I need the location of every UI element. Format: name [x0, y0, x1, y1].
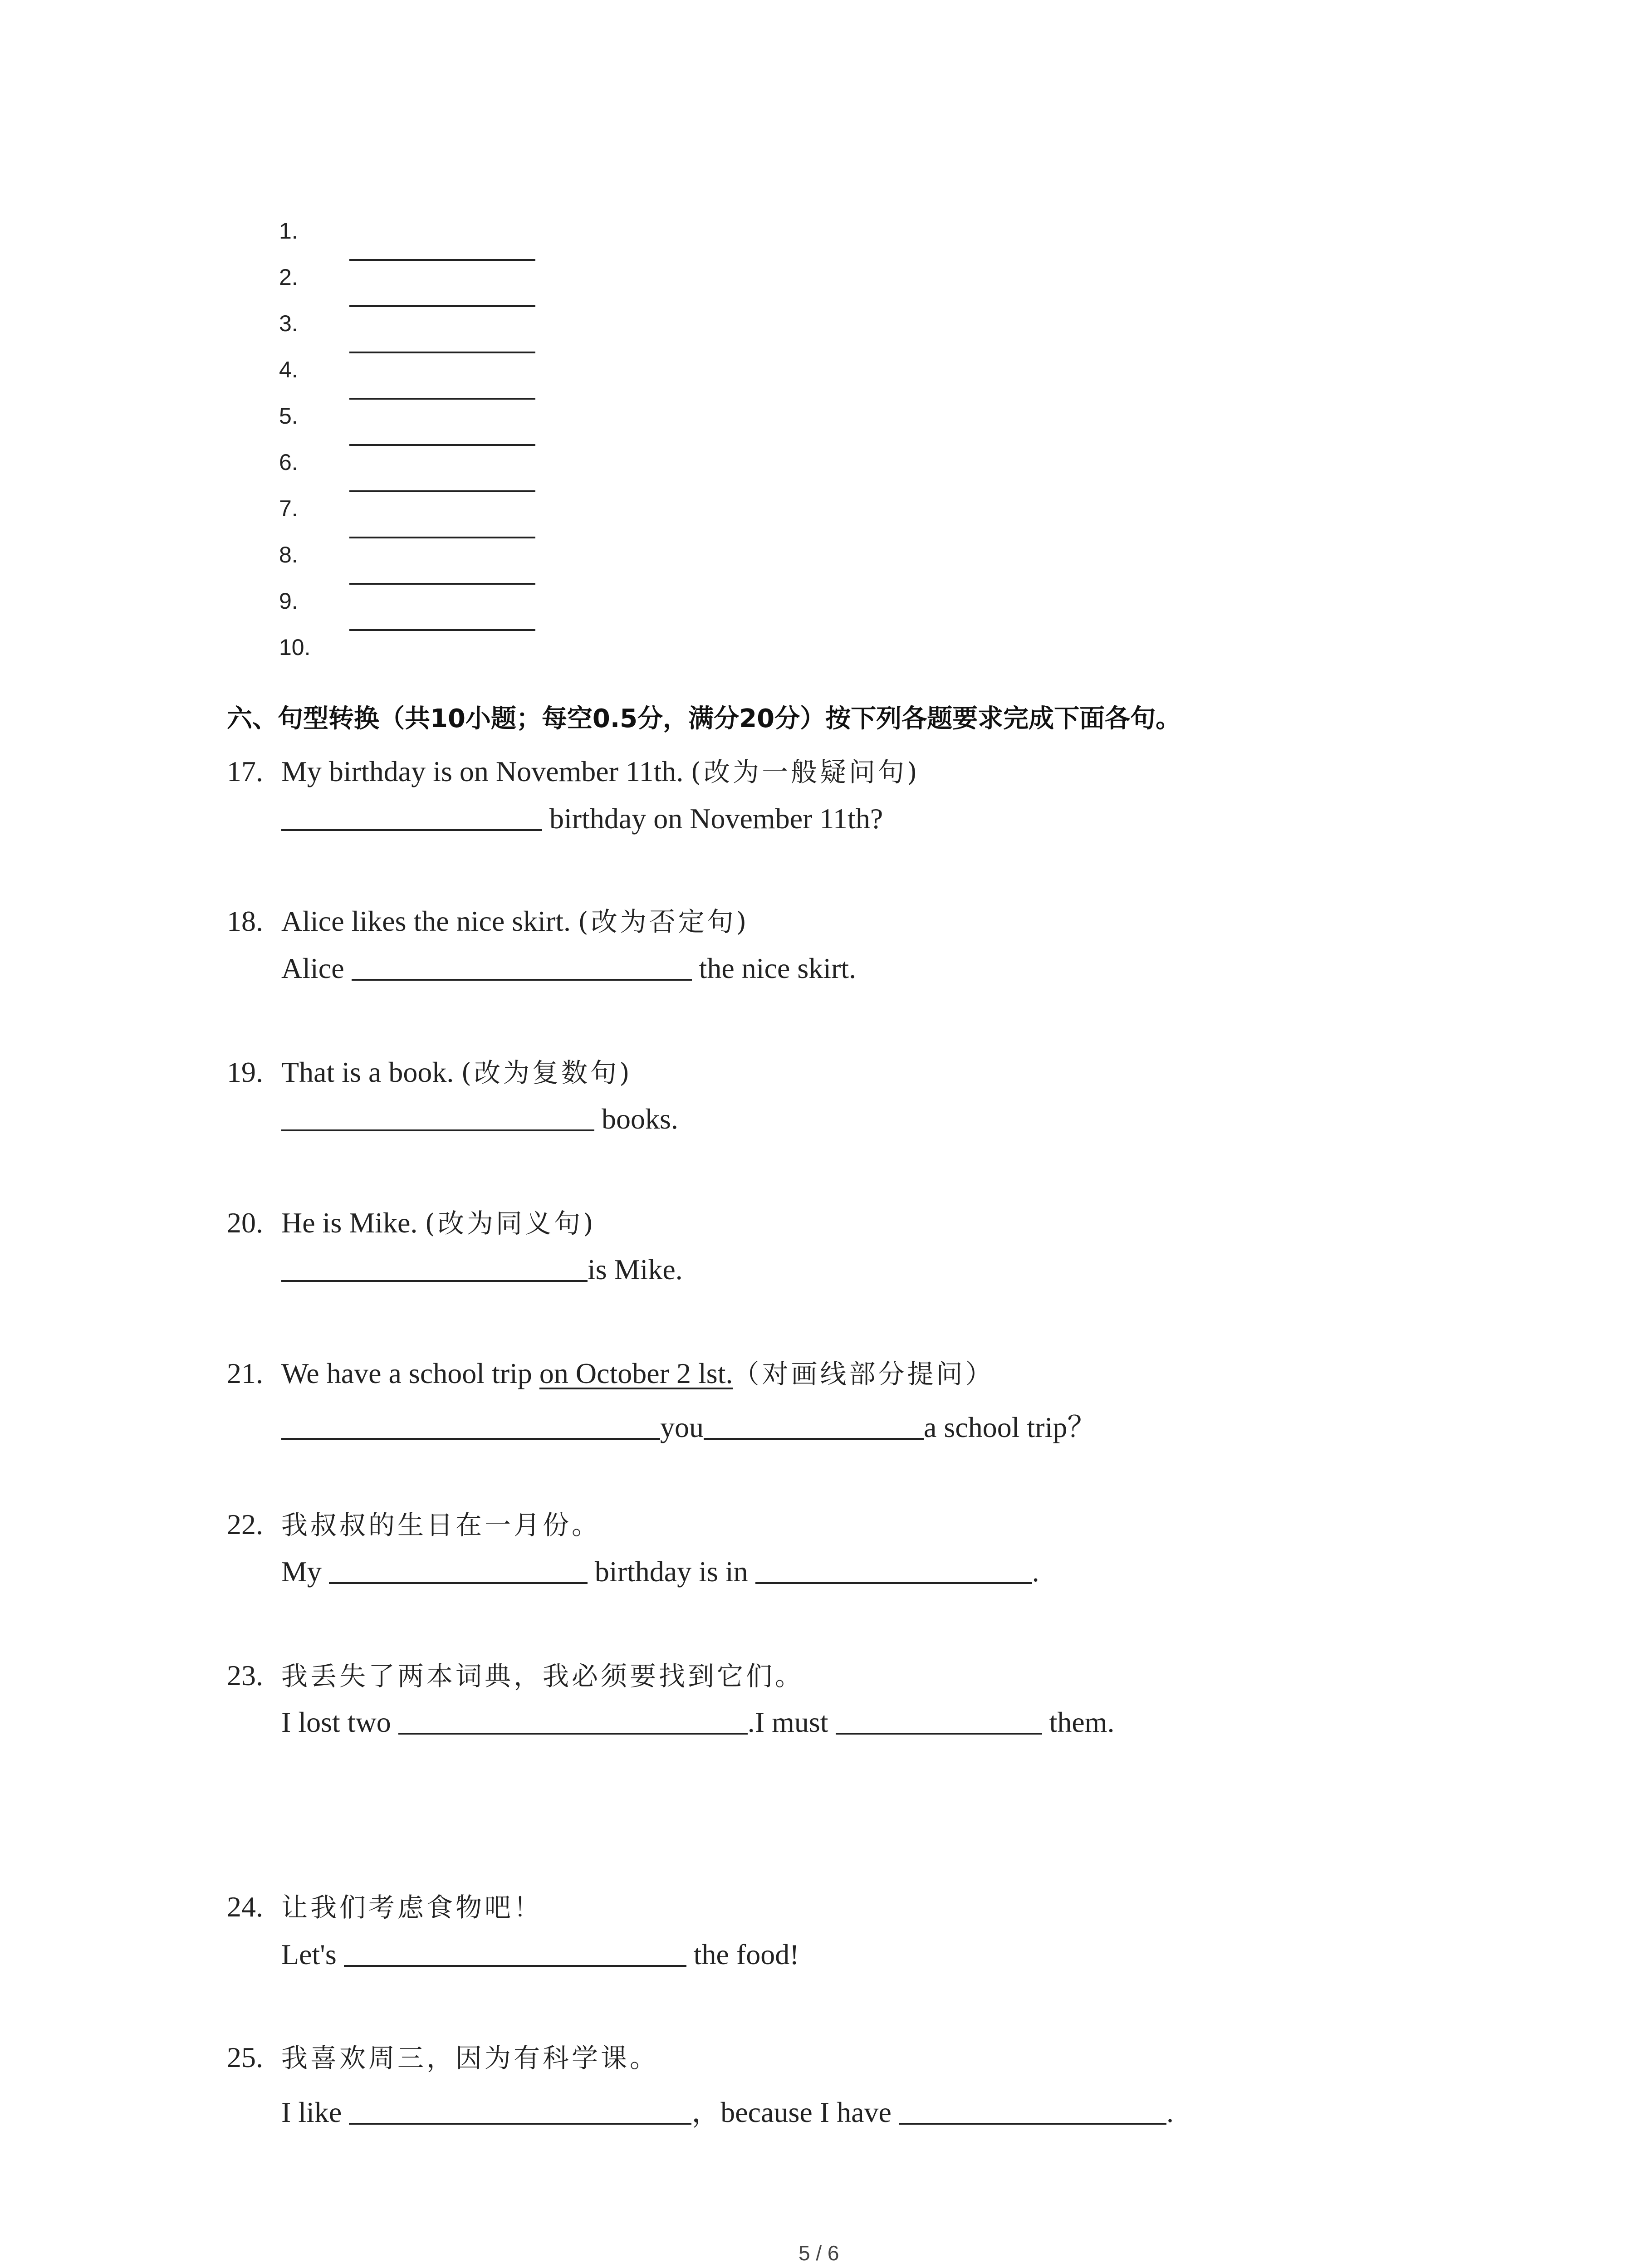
- question-21: [227, 1353, 994, 1391]
- answer-text: books.: [594, 1103, 678, 1135]
- question-prompt: Alice likes the nice skirt.: [281, 905, 578, 937]
- answer-line-number: 6.: [279, 450, 298, 475]
- question-prompt: My birthday is on November 11th.: [281, 755, 691, 787]
- answer-text: I lost two: [281, 1706, 398, 1738]
- question-prompt: 我喜欢周三，因为有科学课。: [281, 2043, 659, 2073]
- question-number: 21.: [227, 1357, 263, 1389]
- answer-blank[interactable]: [281, 1255, 588, 1282]
- answer-text: Let's: [281, 1938, 344, 1970]
- answer-blank[interactable]: [349, 583, 535, 585]
- question-hint: (改为否定句): [578, 906, 749, 937]
- question-22: [227, 1504, 601, 1542]
- question-hint: (改为一般疑问句): [691, 757, 920, 787]
- answer-blank[interactable]: [329, 1557, 588, 1584]
- answer-row-17: [281, 802, 883, 836]
- answer-text: is Mike.: [588, 1253, 683, 1286]
- answer-row-24: [281, 1938, 799, 1971]
- question-hint: (改为同义句): [425, 1208, 596, 1239]
- answer-text: birthday is in: [587, 1555, 755, 1588]
- answer-blank[interactable]: [349, 305, 535, 307]
- answer-text: the food!: [686, 1938, 799, 1970]
- answer-row-25: [281, 2089, 1174, 2131]
- question-number: 24.: [227, 1891, 263, 1923]
- answer-row-20: [281, 1253, 683, 1286]
- answer-text: .I must: [747, 1706, 836, 1738]
- question-17: [227, 751, 920, 789]
- answer-blank[interactable]: [349, 352, 535, 353]
- answer-blank[interactable]: [349, 444, 535, 446]
- answer-blank[interactable]: [398, 1707, 748, 1735]
- question-prompt: 我丢失了两本词典，我必须要找到它们。: [281, 1661, 804, 1691]
- answer-text: the nice skirt.: [691, 952, 857, 984]
- answer-blank[interactable]: [349, 398, 535, 400]
- question-19: [227, 1051, 632, 1090]
- question-24: [227, 1886, 543, 1924]
- question-hint: (改为复数句): [461, 1057, 632, 1088]
- question-20: [227, 1202, 596, 1240]
- answer-blank[interactable]: [281, 804, 542, 831]
- answer-blank[interactable]: [349, 537, 535, 538]
- answer-blank[interactable]: [344, 1940, 686, 1967]
- question-prompt: That is a book.: [281, 1056, 461, 1088]
- answer-row-21: [281, 1404, 1096, 1446]
- answer-blank[interactable]: [899, 2097, 1166, 2125]
- answer-blank[interactable]: [704, 1413, 924, 1440]
- answer-text: Alice: [281, 952, 352, 984]
- answer-blank[interactable]: [352, 953, 692, 981]
- answer-row-22: [281, 1555, 1039, 1589]
- answer-text: a school trip？: [924, 1411, 1097, 1443]
- answer-text: you: [660, 1411, 704, 1443]
- answer-row-19: [281, 1102, 678, 1136]
- answer-blank[interactable]: [349, 259, 535, 261]
- answer-blank[interactable]: [281, 1104, 594, 1131]
- question-number: 20.: [227, 1207, 263, 1239]
- section-title: 六、句型转换（共10小题；每空0.5分，满分20分）按下列各题要求完成下面各句。: [227, 704, 1181, 733]
- question-hint: （对画线部分提问）: [733, 1359, 994, 1389]
- answer-text: them.: [1042, 1706, 1115, 1738]
- answer-line-number: 9.: [279, 588, 298, 614]
- question-number: 22.: [227, 1508, 263, 1540]
- answer-row-23: [281, 1706, 1115, 1739]
- answer-blank[interactable]: [755, 1557, 1032, 1584]
- question-prompt: He is Mike.: [281, 1207, 425, 1239]
- answer-blank[interactable]: [349, 629, 535, 631]
- answer-line-number: 10.: [279, 635, 311, 660]
- answer-text: .: [1166, 2096, 1174, 2128]
- question-prompt: 我叔叔的生日在一月份。: [281, 1510, 601, 1540]
- answer-text: My: [281, 1555, 329, 1588]
- question-prompt: We have a school trip: [281, 1357, 539, 1389]
- answer-line-number: 5.: [279, 403, 298, 429]
- answer-row-18: [281, 952, 856, 985]
- question-23: [227, 1655, 804, 1693]
- question-25: [227, 2037, 659, 2075]
- answer-line-number: 8.: [279, 542, 298, 567]
- underlined-phrase: on October 2 lst.: [539, 1357, 733, 1389]
- answer-blank[interactable]: [281, 1413, 660, 1440]
- question-number: 19.: [227, 1056, 263, 1088]
- answer-text: I like: [281, 2096, 349, 2128]
- answer-line-number: 2.: [279, 264, 298, 290]
- answer-text: ，because I have: [691, 2096, 899, 2128]
- question-number: 25.: [227, 2041, 263, 2073]
- page-number: 5 / 6: [798, 2241, 839, 2265]
- question-number: 18.: [227, 905, 263, 937]
- question-prompt: 让我们考虑食物吧！: [281, 1892, 543, 1923]
- answer-text: .: [1032, 1555, 1039, 1588]
- question-number: 23.: [227, 1659, 263, 1691]
- answer-line-number: 7.: [279, 496, 298, 521]
- answer-line-number: 1.: [279, 218, 298, 244]
- answer-line-number: 3.: [279, 311, 298, 336]
- question-number: 17.: [227, 755, 263, 787]
- answer-line-number: 4.: [279, 357, 298, 382]
- answer-blank[interactable]: [349, 2097, 691, 2125]
- question-18: [227, 900, 749, 938]
- answer-blank[interactable]: [349, 490, 535, 492]
- answer-text: birthday on November 11th?: [542, 802, 883, 835]
- answer-blank[interactable]: [836, 1707, 1042, 1735]
